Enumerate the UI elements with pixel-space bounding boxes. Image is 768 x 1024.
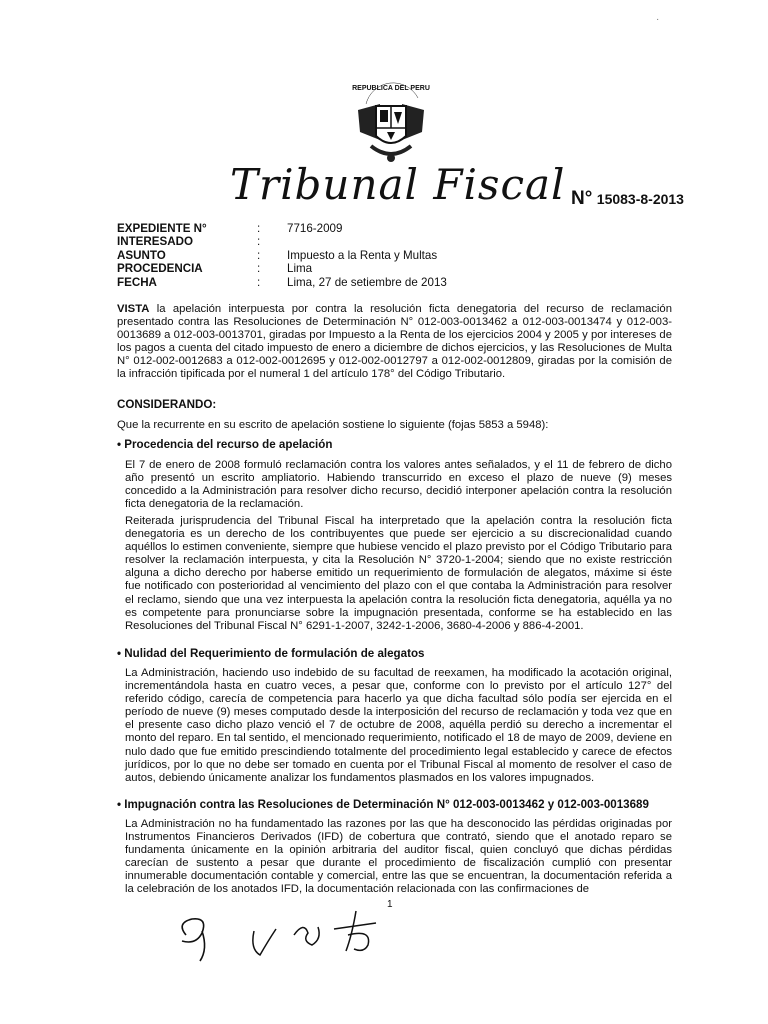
meta-label: PROCEDENCIA: [117, 262, 203, 276]
section-paragraph: Reiterada jurisprudencia del Tribunal Fiscal ha interpretado que la apelación contra la resolución ficta denegatoria es un derecho de los contribuyentes que puede ser ejercicio a su discrecionalidad cuando aquéllos lo estimen conveniente, siempre que hubiese vencido el plazo previsto por el Código Tributario para resolver la reclamación interpuesta, y cita la Resolución N° 3720-1-2004; siendo que no existe restricción alguna a dicho derecho por haberse emitido un requerimiento de formulación de alegatos, máxime si éste fue notificado con posterioridad al vencimiento del plazo con el que contaba la Administración para resolver el reclamo, siendo que una vez interpuesta la apelación contra la resolución ficta denegatoria, aquélla ya no es competente para pronunciarse sobre la impugnación presentada, conforme se ha establecido en las Resoluciones del Tribunal Fiscal N° 6291-1-2007, 3242-1-2006, 3680-4-2006 y 886-4-2001.: [125, 515, 672, 632]
meta-separator: :: [257, 235, 261, 249]
meta-row-asunto: [117, 249, 667, 262]
section-paragraph: La Administración, haciendo uso indebido de su facultad de reexamen, ha modificado la acotación original, incrementándola hasta en cuatro veces, a pesar que, conforme con lo previsto por el artículo 127° del referido código, carecía de competencia para hacerlo ya que dicha facultad sólo podía ser ejercida en el período de nueve (9) meses computado desde la interposición del recurso de reclamación y toda vez que en el presente caso dicho plazo venció el 7 de octubre de 2008, aquélla perdió su derecho a incrementar el monto del reparo. En tal sentido, el mencionado requerimiento, notificado el 18 de mayo de 2009, deviene en nulo dado que fue emitido prescindiendo totalmente del procedimiento legal establecido y carece de efectos jurídicos, por lo que no debe ser tomado en cuenta por el Tribunal Fiscal al momento de resolver el caso de autos, debiendo únicamente analizar los fundamentos plasmados en los valores impugnados.: [125, 667, 672, 784]
page-number: 1: [387, 899, 393, 910]
handwritten-signature: [172, 905, 392, 965]
meta-label: ASUNTO: [117, 248, 166, 262]
section-heading-impugnacion: • Impugnación contra las Resoluciones de Determinación N° 012-003-0013462 y 012-003-0013689: [117, 798, 649, 811]
meta-separator: :: [257, 262, 261, 276]
meta-value: Lima: [287, 262, 313, 276]
section-heading-nulidad: • Nulidad del Requerimiento de formulación de alegatos: [117, 647, 425, 660]
vista-text: la apelación interpuesta por contra la resolución ficta denegatoria del recurso de reclamación presentado contra las Resoluciones de Determinación N° 012-003-0013462 a 012-003-0013474 y 012-003-0013689 a 012-003-0013701, giradas por Impuesto a la Renta de los ejercicios 2004 y 2005 y por intereses de los pagos a cuenta del citado impuesto de enero a diciembre de dichos ejercicios, y las Resoluciones de Multa N° 012-002-0012683 a 012-002-0012695 y 012-002-0012797 a 012-002-0012809, giradas por la comisión de la infracción tipificada por el numeral 1 del artículo 178° del Código Tributario.: [117, 303, 672, 381]
peru-coat-of-arms-emblem: [346, 76, 436, 168]
meta-value: 7716-2009: [287, 222, 343, 235]
considerando-heading: CONSIDERANDO:: [117, 398, 217, 411]
resolution-number-value: 15083-8-2013: [596, 191, 684, 207]
meta-row-expediente: [117, 222, 667, 235]
section-paragraph: El 7 de enero de 2008 formuló reclamación contra los valores antes señalados, y el 11 de febrero de dicho año presentó un escrito ampliatorio. Habiendo transcurrido en exceso el plazo de nueve (9) meses concedido a la Administración para resolver dicho recurso, decidió interponer apelación contra la resolución ficta denegatoria de la reclamación.: [125, 459, 672, 511]
vista-paragraph: [117, 303, 672, 382]
case-metadata: [117, 222, 667, 289]
meta-value: Impuesto a la Renta y Multas: [287, 248, 438, 262]
meta-row-fecha: [117, 276, 667, 289]
vista-lead: VISTA: [117, 303, 150, 315]
meta-label: FECHA: [117, 275, 157, 289]
meta-separator: :: [257, 275, 261, 289]
resolution-number: [571, 188, 684, 210]
meta-label: INTERESADO: [117, 235, 194, 249]
meta-value: [287, 235, 667, 248]
scan-speck: ·: [656, 14, 660, 25]
meta-row-interesado: [117, 235, 667, 248]
institution-title: Tribunal Fiscal: [230, 160, 566, 209]
meta-separator: :: [257, 248, 261, 262]
meta-value: Lima, 27 de setiembre de 2013: [287, 275, 447, 289]
resolution-prefix: N°: [571, 188, 593, 209]
section-paragraph: La Administración no ha fundamentado las razones por las que ha desconocido las pérdidas originadas por Instrumentos Financieros Derivados (IFD) de cobertura que contrató, siendo que el anotado reparo se fundamenta únicamente en la opinión arbitraria del auditor fiscal, quien concluyó que dichas pérdidas carecían de sustento a pesar que durante el procedimiento de fiscalización cumplió con presentar innumerable documentación contable y comercial, entre las que se encuentran, la documentación referida a la celebración de los anotados IFD, la documentación relacionada con las confirmaciones de: [125, 818, 672, 896]
section-heading-procedencia: • Procedencia del recurso de apelación: [117, 438, 333, 451]
meta-label: EXPEDIENTE N°: [117, 222, 207, 235]
intro-paragraph: Que la recurrente en su escrito de apelación sostiene lo siguiente (fojas 5853 a 5948):: [117, 419, 549, 431]
emblem-text: REPUBLICA DEL PERU: [352, 85, 430, 92]
meta-row-procedencia: [117, 262, 667, 275]
meta-separator: :: [257, 222, 261, 235]
